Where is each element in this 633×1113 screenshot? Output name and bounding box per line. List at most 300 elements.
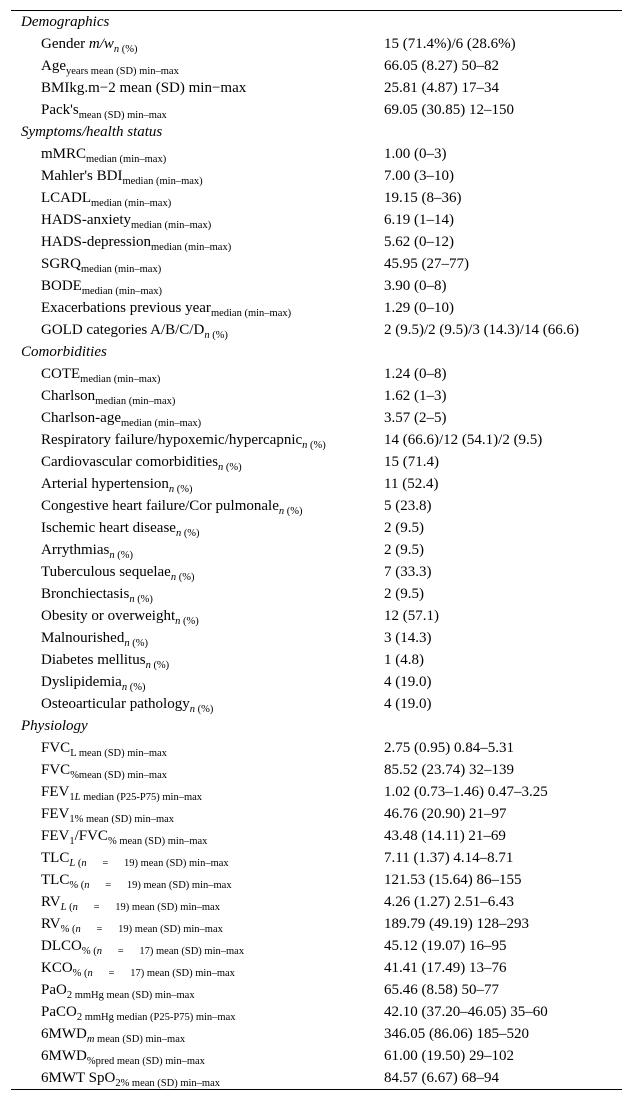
subscript-part: (%) [114,550,133,561]
table-row [11,781,622,803]
label-subscript [87,1056,205,1067]
subscript-part: L mean (SD) min–max [70,748,167,759]
subscript-part: median (min–max) [210,308,292,319]
table-row [11,759,622,781]
row-label [41,913,223,935]
table-row [11,539,622,561]
table-row [11,561,622,583]
row-label [41,407,201,429]
row-label [41,143,166,165]
row-label [41,99,167,121]
table-row [11,891,622,913]
subscript-part: median (min–max) [81,264,162,275]
row-value: 3.57 (2–5) [384,410,447,426]
row-label [41,627,148,649]
subscript-part: 2 mmHg median (P25-P75) min–max [76,1012,236,1023]
label-text: 6MWD [41,1026,87,1042]
table-row [11,627,622,649]
label-subscript [302,440,326,451]
subscript-part: ( [66,902,73,913]
table-row [11,517,622,539]
subscript-part: % ( [69,880,85,891]
row-label [41,165,203,187]
label-subscript [122,682,146,693]
subscript-part: m [86,1034,95,1045]
subscript-part: = 17) mean (SD) min–max [101,946,245,957]
label-subscript-2 [108,836,207,847]
row-label [41,539,133,561]
row-label [41,429,326,451]
row-value: 2 (9.5) [384,520,424,536]
row-value: 7 (33.3) [384,564,432,580]
row-value: 43.48 (14.11) 21–69 [384,828,506,844]
label-text: Ischemic heart disease [41,520,176,536]
table-row [11,231,622,253]
row-value: 3 (14.3) [384,630,432,646]
subscript-part: n [72,902,78,913]
label-subscript [131,220,211,231]
label-italic-text: m/w [88,36,114,52]
label-text: Obesity or overweight [41,608,176,624]
table-row [11,451,622,473]
label-text: Malnourished [41,630,125,646]
label-subscript [146,660,170,671]
row-value: 42.10 (37.20–46.05) 35–60 [384,1004,548,1020]
subscript-part: 2 mmHg mean (SD) min–max [66,990,195,1001]
table-row [11,935,622,957]
subscript-part: %mean (SD) min–max [70,770,167,781]
subscript-part: (%) [176,572,195,583]
label-text: Respiratory failure/hypoxemic/hypercapnic [41,432,303,448]
table-row [11,187,622,209]
row-label [41,55,179,77]
row-value: 1.29 (0–10) [384,300,454,316]
table-row [11,693,622,715]
row-label [41,319,228,341]
row-value: 2 (9.5) [384,542,424,558]
row-label [41,935,244,957]
label-text: FEV [41,806,70,822]
row-label [41,649,169,671]
subscript-part: %pred mean (SD) min–max [86,1056,205,1067]
label-text: Dyslipidemia [41,674,122,690]
label-text: COTE [41,366,81,382]
row-value: 85.52 (23.74) 32–139 [384,762,514,778]
table-row [11,979,622,1001]
label-text: Arterial hypertension [41,476,169,492]
table-row [11,869,622,891]
section-heading: Symptoms/health status [21,124,163,140]
subscript-part: (%) [134,594,153,605]
row-label [41,825,207,847]
label-subscript [218,462,242,473]
subscript-part: n [189,704,195,715]
row-label [41,1045,205,1067]
row-value: 4.26 (1.27) 2.51–6.43 [384,894,514,910]
row-value: 1.00 (0–3) [384,146,447,162]
label-subscript [69,880,231,891]
table-row [11,77,622,99]
label-subscript [77,1012,236,1023]
row-value: 61.00 (19.50) 29–102 [384,1048,514,1064]
subscript-part: n [96,946,102,957]
subscript-part: % ( [60,924,76,935]
table-row [11,737,622,759]
table-row [11,847,622,869]
subscript-part: (%) [194,704,214,715]
row-label [41,363,160,385]
label-subscript [80,374,160,385]
label-subscript [69,858,228,869]
row-label [41,803,174,825]
subscript-part: n [175,616,181,627]
label-text: HADS-depression [41,234,151,250]
subscript-part: (%) [150,660,170,671]
label-subscript [129,594,153,605]
label-subscript [124,638,148,649]
row-value: 66.05 (8.27) 50–82 [384,58,499,74]
row-value: 1.62 (1–3) [384,388,447,404]
table-row [11,1045,622,1067]
label-subscript [122,176,202,187]
label-text: BMIkg.m−2 mean (SD) min−max [41,80,247,96]
label-subscript [61,924,223,935]
table-row [11,825,622,847]
label-text: TLC [41,850,70,866]
subscript-part: = 17) mean (SD) min–max [92,968,235,979]
table-row [11,495,622,517]
subscript-part: = 19) mean (SD) min–max [89,880,232,891]
row-value: 1.24 (0–8) [384,366,447,382]
row-value: 41.41 (17.49) 13–76 [384,960,507,976]
characteristics-table [11,10,622,1090]
label-text: Exacerbations previous year [41,300,211,316]
table-row [11,649,622,671]
subscript-part: (%) [307,440,326,451]
label-subscript [69,792,202,803]
subscript-part: n [113,44,120,55]
row-value: 346.05 (86.06) 185–520 [384,1026,529,1042]
label-subscript [73,968,235,979]
label-text: RV [41,894,61,910]
subscript-part: median (min–max) [151,242,232,253]
subscript-part: = 19) mean (SD) min–max [77,902,220,913]
subscript-part: = 19) mean (SD) min–max [80,924,223,935]
row-value: 25.81 (4.87) 17–34 [384,80,499,96]
subscript-part: n [124,638,130,649]
label-subscript [82,286,162,297]
table-row [11,33,622,55]
subscript-part: n [129,594,135,605]
subscript-part: n [81,858,87,869]
label-text: Bronchiectasis [41,586,130,602]
label-text: DLCO [41,938,82,954]
subscript-part: n [168,484,175,495]
label-text: Arrythmias [41,542,110,558]
label-text: FVC [41,740,71,756]
row-value: 69.05 (30.85) 12–150 [384,102,514,118]
row-label [41,187,171,209]
row-label [41,1001,236,1023]
table-row [11,671,622,693]
row-label [41,605,199,627]
label-subscript [87,1034,185,1045]
row-label [41,759,167,781]
row-value: 1.02 (0.73–1.46) 0.47–3.25 [384,784,548,800]
subscript-part: median (P25-P75) min–max [80,792,203,803]
table-row [11,1067,622,1089]
table-row [11,297,622,319]
row-label [41,473,193,495]
row-value: 3.90 (0–8) [384,278,447,294]
subscript-part: median (min–max) [80,374,161,385]
row-label [41,583,153,605]
row-label [41,385,175,407]
subscript-part: (%) [209,330,228,341]
label-text: FEV [41,784,70,800]
subscript-part: n [278,506,285,517]
table-row [11,275,622,297]
table-row [11,913,622,935]
row-value: 11 (52.4) [384,476,439,492]
row-label [41,781,202,803]
label-subscript [151,242,231,253]
subscript-part: 1 [69,792,75,803]
row-label [41,495,302,517]
label-subscript [169,484,193,495]
section-heading: Physiology [21,718,88,734]
label-text: BODE [41,278,82,294]
row-label [41,517,200,539]
subscript-part: median (min–max) [95,396,176,407]
subscript-part: median (min–max) [81,286,163,297]
subscript-part: % mean (SD) min–max [107,836,208,847]
row-label [41,451,242,473]
label-text: LCADL [41,190,91,206]
label-text: Age [41,58,66,74]
row-label [41,693,213,715]
label-subscript [115,1078,220,1089]
subscript-part: ( [75,858,82,869]
subscript-part: L [69,858,76,869]
subscript-part: (%) [180,616,199,627]
label-text: 6MWD [41,1048,87,1064]
label-subscript [91,198,171,209]
subscript-part: median (min–max) [131,220,212,231]
label-text: Tuberculous sequelae [41,564,171,580]
table-row [11,99,622,121]
subscript-part: years mean (SD) min–max [66,66,179,77]
section-heading: Demographics [21,14,110,30]
label-subscript [86,154,166,165]
subscript-part: n [170,572,177,583]
subscript-part: % ( [72,968,88,979]
label-text: GOLD categories A/B/C/D [41,322,205,338]
label-subscript [95,396,175,407]
label-text: Charlson-age [41,410,121,426]
label-text: Osteoarticular pathology [41,696,190,712]
label-subscript [66,66,179,77]
table-row [11,473,622,495]
row-label [41,869,232,891]
label-subscript [82,946,244,957]
row-value: 2.75 (0.95) 0.84–5.31 [384,740,514,756]
label-text: Diabetes mellitus [41,652,146,668]
section-heading: Comorbidities [21,344,107,360]
table-row [11,55,622,77]
row-value: 1 (4.8) [384,652,424,668]
label-subscript [175,616,199,627]
row-label [41,297,291,319]
subscript-part: (%) [284,506,303,517]
table-row [11,429,622,451]
subscript-part: n [218,462,224,473]
label-subscript [70,748,167,759]
label-subscript [190,704,214,715]
row-value: 4 (19.0) [384,696,432,712]
row-label [41,561,194,583]
subscript-part: n [302,440,308,451]
row-value: 6.19 (1–14) [384,212,454,228]
label-subscript [81,264,161,275]
row-label [41,957,235,979]
subscript-part: (%) [127,682,146,693]
label-text: Charlson [41,388,96,404]
subscript-part: mean (SD) min–max [94,1034,186,1045]
row-value: 7.00 (3–10) [384,168,454,184]
table-row [11,1023,622,1045]
subscript-part: (%) [181,528,200,539]
subscript-part: 1% mean (SD) min–max [69,814,175,825]
row-label [41,231,231,253]
row-value: 121.53 (15.64) 86–155 [384,872,522,888]
row-value: 189.79 (49.19) 128–293 [384,916,529,932]
label-text: HADS-anxiety [41,212,131,228]
label-text: RV [41,916,61,932]
subscript-part: n [87,968,93,979]
label-subscript [69,814,174,825]
row-value: 5.62 (0–12) [384,234,454,250]
table-row [11,319,622,341]
label-subscript [109,550,133,561]
label-text: Gender [41,36,89,52]
label-text: Congestive heart failure/Cor pulmonale [41,498,279,514]
subscript-part: 1 [69,836,75,847]
row-label [41,1023,185,1045]
row-value: 7.11 (1.37) 4.14–8.71 [384,850,514,866]
row-label [41,77,246,99]
row-value: 14 (66.6)/12 (54.1)/2 (9.5) [384,432,543,448]
table-row [11,209,622,231]
subscript-part: n [145,660,151,671]
table-row [11,957,622,979]
label-subscript [121,418,201,429]
label-text: FEV [41,828,70,844]
row-label [41,253,161,275]
table-row [11,803,622,825]
subscript-part: = 19) mean (SD) min–max [86,858,229,869]
row-label [41,1067,220,1089]
subscript-part: mean (SD) min–max [78,110,167,121]
row-value: 46.76 (20.90) 21–97 [384,806,507,822]
label-text: 6MWT SpO [41,1070,116,1086]
row-value: 2 (9.5)/2 (9.5)/3 (14.3)/14 (66.6) [384,322,579,338]
subscript-part: (%) [129,638,148,649]
label-subscript [279,506,303,517]
subscript-part: median (min–max) [91,198,172,209]
label-text: TLC [41,872,70,888]
table-row [11,1001,622,1023]
subscript-part: n [75,924,81,935]
label-subscript [211,308,291,319]
row-label [41,847,229,869]
label-subscript [79,110,167,121]
subscript-part: n [121,682,128,693]
row-value: 45.95 (27–77) [384,256,469,272]
row-label [41,979,195,1001]
row-value: 5 (23.8) [384,498,432,514]
label-subscript [176,528,200,539]
label-subscript [67,990,195,1001]
subscript-part: 2% mean (SD) min–max [115,1078,220,1089]
row-value: 65.46 (8.58) 50–77 [384,982,499,998]
subscript-part: n [175,528,182,539]
label-text-after: /FVC [74,828,108,844]
subscript-part: n [109,550,115,561]
label-text: SGRQ [41,256,82,272]
label-text: KCO [41,960,73,976]
subscript-part: L [74,792,81,803]
subscript-part: % ( [81,946,97,957]
label-text: PaCO [41,1004,77,1020]
table-row [11,583,622,605]
row-label [41,737,167,759]
row-value: 15 (71.4%)/6 (28.6%) [384,36,516,52]
table-row [11,253,622,275]
row-label [41,209,211,231]
table-row [11,143,622,165]
row-value: 84.57 (6.67) 68–94 [384,1070,499,1086]
subscript-part: median (min–max) [122,176,203,187]
table-row [11,385,622,407]
row-label [41,671,145,693]
row-label [41,275,162,297]
label-text: mMRC [41,146,87,162]
label-subscript [114,44,138,55]
subscript-part: (%) [174,484,193,495]
row-label [41,33,138,55]
label-text: FVC [41,762,71,778]
table-row [11,363,622,385]
subscript-part: n [84,880,90,891]
label-subscript [204,330,228,341]
subscript-part: median (min–max) [120,418,202,429]
subscript-part: L [60,902,67,913]
subscript-part: median (min–max) [86,154,167,165]
row-value: 45.12 (19.07) 16–95 [384,938,507,954]
label-text: Cardiovascular comorbidities [41,454,219,470]
label-text: PaO [41,982,67,998]
subscript-part: n [204,330,210,341]
subscript-part: (%) [119,44,138,55]
table-row [11,605,622,627]
label-subscript [61,902,220,913]
table-row [11,165,622,187]
label-subscript [70,770,167,781]
label-text: Pack's [41,102,79,118]
row-value: 4 (19.0) [384,674,432,690]
label-subscript [171,572,195,583]
